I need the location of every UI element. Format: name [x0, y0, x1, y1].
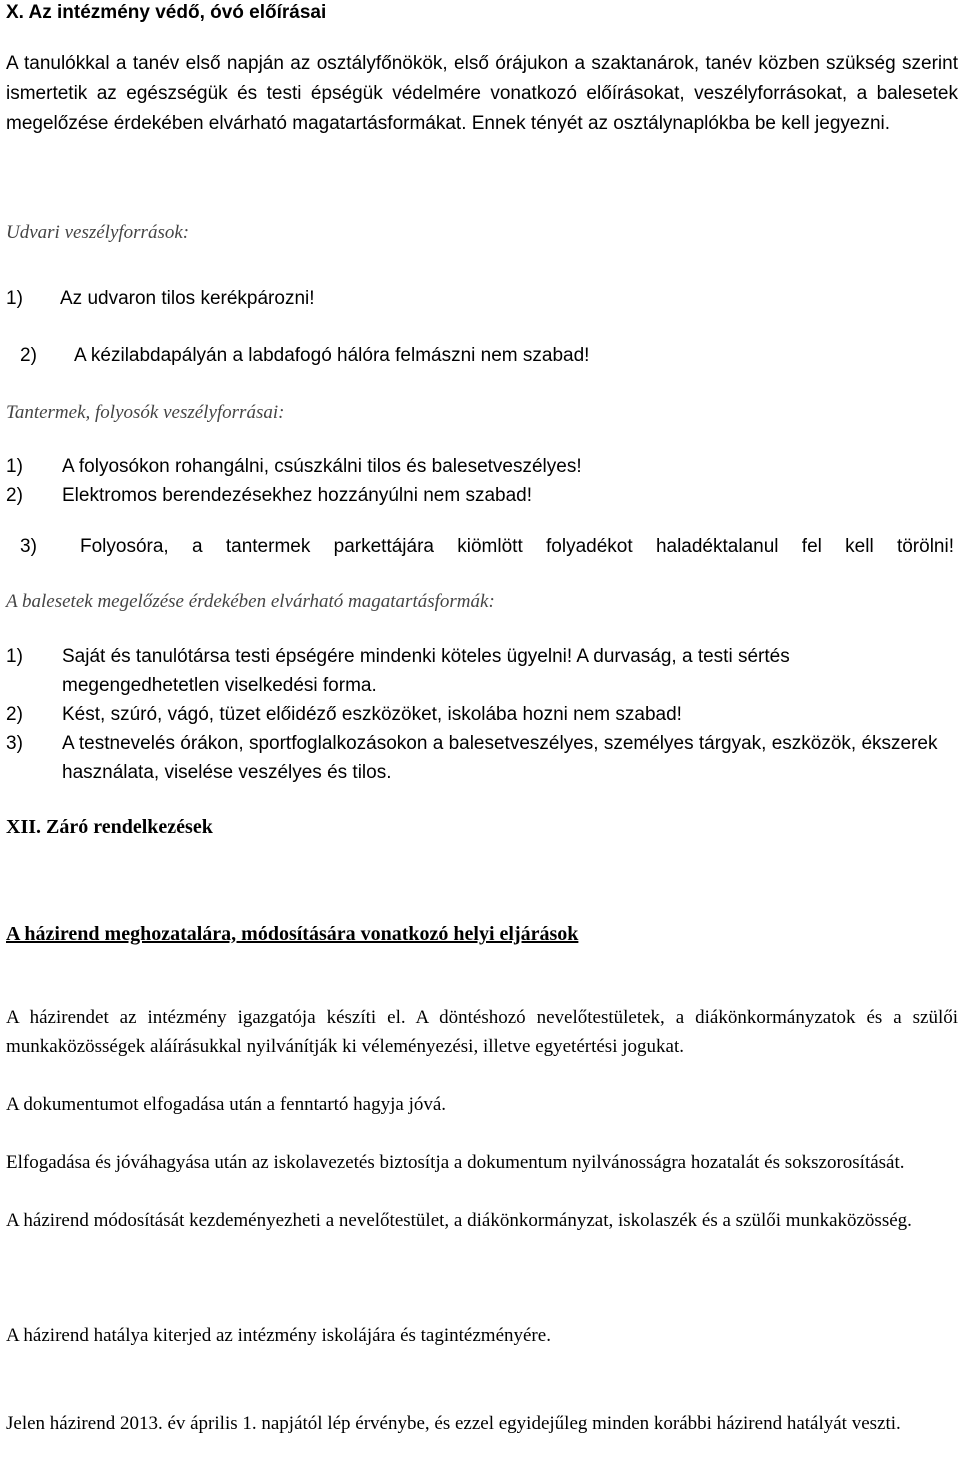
- list-text: Elektromos berendezésekhez hozzányúlni nem szabad!: [62, 485, 532, 506]
- paragraph-2: A dokumentumot elfogadása után a fenntartó hagyja jóvá.: [6, 1094, 447, 1115]
- magatartas-heading: A balesetek megelőzése érdekében elvárható magatartásformák:: [6, 591, 495, 612]
- section-xii-subtitle: A házirend meghozatalára, módosítására vonatkozó helyi eljárások: [6, 923, 579, 945]
- list-text: A folyosókon rohangálni, csúszkálni tilos és balesetveszélyes!: [62, 456, 582, 477]
- list-number: 2): [20, 345, 37, 366]
- section-x-intro: A tanulókkal a tanév első napján az osztályfőnökök, első órájukon a szaktanárok, tanév közben szükség szerint ismertetik az egészségük és testi épségük védelmére vonatkozó előírásokat, veszélyforrásokat, a balesetek megelőzése érdekében elvárható magatartásformákat. Ennek tényét az osztálynaplókba be kell jegyezni.: [6, 53, 958, 134]
- section-x-title: X. Az intézmény védő, óvó előírásai: [6, 2, 327, 23]
- section-xii-title: XII. Záró rendelkezések: [6, 816, 213, 838]
- paragraph-6: Jelen házirend 2013. év április 1. napjától lép érvénybe, és ezzel egyidejűleg minden korábbi házirend hatályát veszti.: [6, 1413, 901, 1434]
- list-number: 1): [6, 288, 23, 309]
- list-number: 1): [6, 646, 23, 667]
- list-number: 1): [6, 456, 23, 477]
- list-text: Saját és tanulótársa testi épségére mindenki köteles ügyelni! A durvaság, a testi sértés megengedhetetlen viselkedési forma.: [62, 646, 790, 696]
- list-number: 3): [20, 536, 37, 557]
- list-text: Kést, szúró, vágó, tüzet előidéző eszközöket, iskolába hozni nem szabad!: [62, 704, 682, 725]
- list-text: Folyosóra, a tantermek parkettájára kiömlött folyadékot haladéktalanul fel kell törölni!: [80, 536, 954, 557]
- list-text: A kézilabdapályán a labdafogó hálóra felmászni nem szabad!: [74, 345, 590, 366]
- list-number: 3): [6, 733, 23, 754]
- paragraph-1: A házirendet az intézmény igazgatója készíti el. A döntéshozó nevelőtestületek, a diákönkormányzatok és a szülői munkaközösségek aláírásukkal nyilvánítják ki véleményezési, illetve egyetértési jogukat.: [6, 1007, 958, 1057]
- magatartas-item-3: [6, 729, 946, 787]
- paragraph-5: A házirend hatálya kiterjed az intézmény iskolájára és tagintézményére.: [6, 1325, 551, 1346]
- list-number: 2): [6, 704, 23, 725]
- udvari-heading: Udvari veszélyforrások:: [6, 222, 190, 243]
- magatartas-item-1: [6, 642, 906, 700]
- paragraph-4: A házirend módosítását kezdeményezheti a nevelőtestület, a diákönkormányzat, iskolaszék és a szülői munkaközösség.: [6, 1210, 912, 1231]
- list-text: Az udvaron tilos kerékpározni!: [60, 288, 315, 309]
- paragraph-3: Elfogadása és jóváhagyása után az iskolavezetés biztosítja a dokumentum nyilvánosságra hozatalát és sokszorosítását.: [6, 1152, 905, 1173]
- list-text: A testnevelés órákon, sportfoglalkozásokon a balesetveszélyes, személyes tárgyak, eszközök, ékszerek használata, viselése veszélyes és tilos.: [62, 733, 938, 783]
- tantermek-heading: Tantermek, folyosók veszélyforrásai:: [6, 402, 285, 423]
- list-number: 2): [6, 485, 23, 506]
